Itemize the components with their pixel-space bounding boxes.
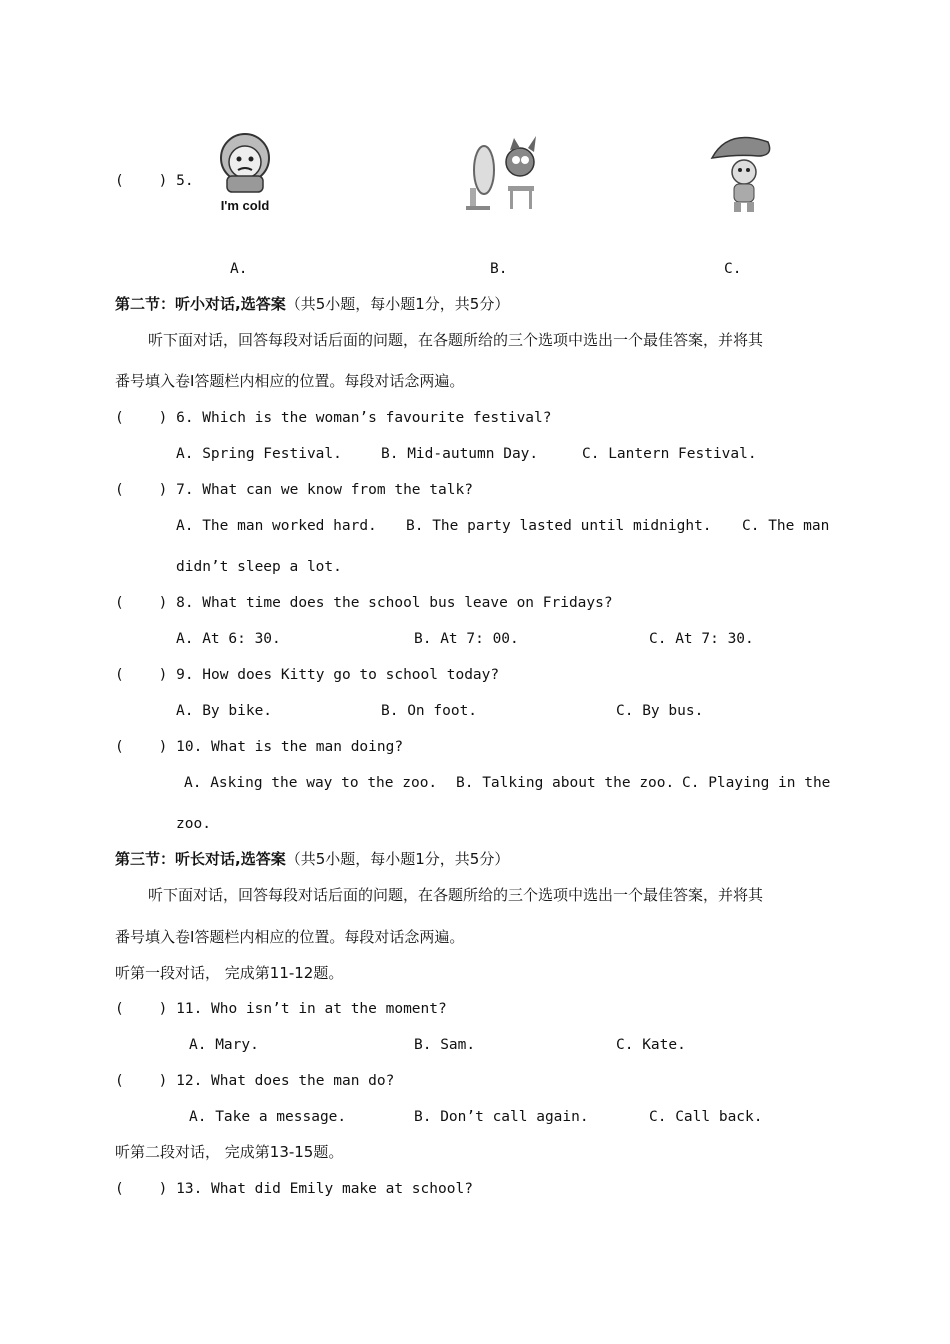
q12-option-c: C. Call back. bbox=[649, 1109, 763, 1125]
q6-option-c: C. Lantern Festival. bbox=[582, 446, 757, 462]
q9-stem: ( ) 9. How does Kitty go to school today? bbox=[115, 667, 500, 683]
q5-option-b: B. bbox=[490, 261, 508, 277]
q10-option-b: B. Talking about the zoo. bbox=[456, 775, 675, 791]
dialog-2-note: 听第二段对话， 完成第13-15题。 bbox=[115, 1143, 344, 1161]
q8-stem: ( ) 8. What time does the school bus leave on Fridays? bbox=[115, 595, 613, 611]
section2-instruction-1: 听下面对话，回答每段对话后面的问题，在各题所给的三个选项中选出一个最佳答案，并将其 bbox=[148, 331, 764, 349]
q9-option-c: C. By bus. bbox=[616, 703, 704, 719]
q6-option-b: B. Mid-autumn Day. bbox=[381, 446, 539, 462]
q10-option-c: C. Playing in the bbox=[682, 775, 831, 791]
q7-stem: ( ) 7. What can we know from the talk? bbox=[115, 482, 473, 498]
q10-option-c-cont: zoo. bbox=[176, 816, 211, 832]
q7-option-c-cont: didn’t sleep a lot. bbox=[176, 559, 342, 575]
q9-option-a: A. By bike. bbox=[176, 703, 273, 719]
q9-option-b: B. On foot. bbox=[381, 703, 478, 719]
section3-heading-note: （共5小题，每小题1分，共5分） bbox=[285, 850, 510, 868]
q8-option-c: C. At 7: 30. bbox=[649, 631, 754, 647]
q5-stem: ( ) 5. bbox=[115, 173, 194, 189]
q8-option-b: B. At 7: 00. bbox=[414, 631, 519, 647]
q5-option-a: A. bbox=[230, 261, 248, 277]
q6-stem: ( ) 6. Which is the woman’s favourite festival? bbox=[115, 410, 552, 426]
section3-heading-line bbox=[115, 850, 509, 868]
section3-heading: 第三节：听长对话,选答案 bbox=[115, 850, 286, 868]
umbrella-rabbit-picture bbox=[708, 128, 778, 218]
q7-option-b: B. The party lasted until midnight. bbox=[406, 518, 712, 534]
q6-option-a: A. Spring Festival. bbox=[176, 446, 342, 462]
q12-option-b: B. Don’t call again. bbox=[414, 1109, 589, 1125]
q11-option-c: C. Kate. bbox=[616, 1037, 686, 1053]
q11-option-a: A. Mary. bbox=[189, 1037, 259, 1053]
q10-stem: ( ) 10. What is the man doing? bbox=[115, 739, 404, 755]
q12-option-a: A. Take a message. bbox=[189, 1109, 347, 1125]
section3-instruction-1: 听下面对话，回答每段对话后面的问题，在各题所给的三个选项中选出一个最佳答案，并将其 bbox=[148, 886, 764, 904]
dialog-1-note: 听第一段对话， 完成第11-12题。 bbox=[115, 964, 344, 982]
section2-instruction-2: 番号填入卷Ⅰ答题栏内相应的位置。每段对话念两遍。 bbox=[115, 372, 465, 390]
q7-option-a: A. The man worked hard. bbox=[176, 518, 377, 534]
section2-heading-note: （共5小题，每小题1分，共5分） bbox=[285, 295, 510, 313]
q10-option-a: A. Asking the way to the zoo. bbox=[184, 775, 438, 791]
q11-stem: ( ) 11. Who isn’t in at the moment? bbox=[115, 1001, 447, 1017]
q13-stem: ( ) 13. What did Emily make at school? bbox=[115, 1181, 473, 1197]
q11-option-b: B. Sam. bbox=[414, 1037, 476, 1053]
q5-option-c: C. bbox=[724, 261, 742, 277]
q8-option-a: A. At 6: 30. bbox=[176, 631, 281, 647]
section2-heading: 第二节：听小对话,选答案 bbox=[115, 295, 286, 313]
section3-instruction-2: 番号填入卷Ⅰ答题栏内相应的位置。每段对话念两遍。 bbox=[115, 928, 465, 946]
section2-heading-line bbox=[115, 295, 509, 313]
q7-option-c: C. The man bbox=[742, 518, 830, 534]
fan-bird-picture bbox=[462, 130, 552, 215]
svg-text:I'm cold: I'm cold bbox=[220, 198, 270, 213]
q12-stem: ( ) 12. What does the man do? bbox=[115, 1073, 395, 1089]
cold-boy-picture bbox=[205, 130, 285, 215]
